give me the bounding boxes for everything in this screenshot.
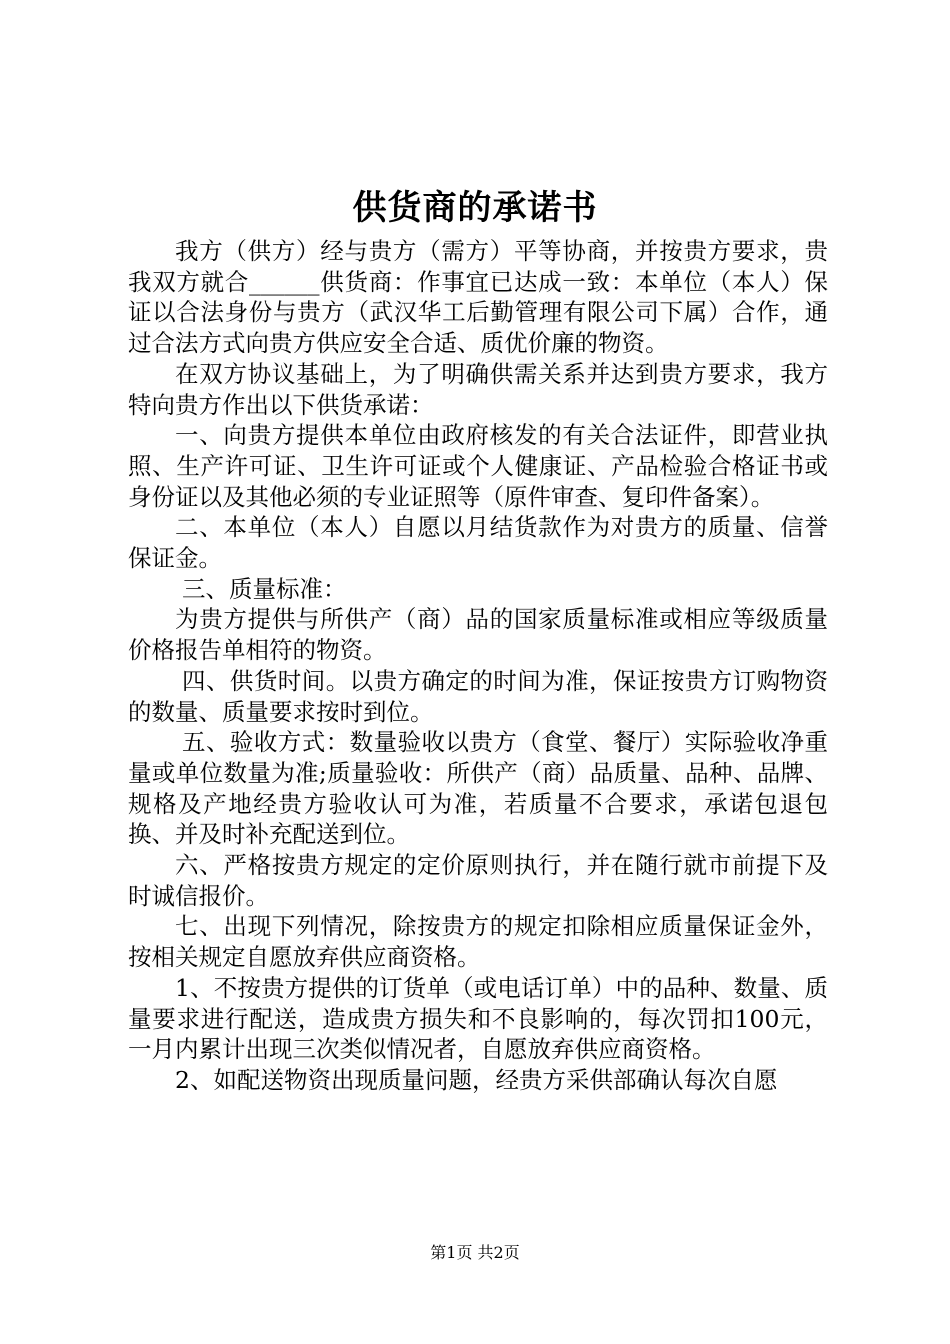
paragraph-sub-2: 2、如配送物资出现质量问题，经贵方采供部确认每次自愿 [175, 1065, 778, 1094]
paragraph-intro: 我方（供方）经与贵方（需方）平等协商，并按贵方要求，贵我双方就合______供货商：作事宜已达成一致：本单位（本人）保证以合法身份与贵方（武汉华工后勤管理有限公司下属）合作，通过合法方式向贵方供应安全合适、质优价廉的物资。 [128, 237, 828, 358]
document-title: 供货商的承诺书 [352, 188, 598, 228]
page-number: 第1页 共2页 [430, 1243, 520, 1262]
paragraph-item-6: 六、严格按贵方规定的定价原则执行，并在随行就市前提下及时诚信报价。 [128, 851, 828, 910]
paragraph-item-7: 七、出现下列情况，除按贵方的规定扣除相应质量保证金外，按相关规定自愿放弃供应商资格。 [128, 912, 828, 972]
paragraph-item-3-body: 为贵方提供与所供产（商）品的国家质量标准或相应等级质量价格报告单相符的物资。 [128, 605, 828, 665]
paragraph-basis: 在双方协议基础上，为了明确供需关系并达到贵方要求，我方特向贵方作出以下供货承诺： [128, 359, 828, 419]
paragraph-item-3-heading: 三、质量标准： [182, 574, 347, 603]
paragraph-item-4: 四、供货时间。以贵方确定的时间为准，保证按贵方订购物资的数量、质量要求按时到位。 [128, 666, 828, 726]
document-body [128, 236, 828, 1096]
paragraph-item-5: 五、验收方式：数量验收以贵方（食堂、餐厅）实际验收净重量或单位数量为准;质量验收：所供产（商）品质量、品种、品牌、规格及产地经贵方验收认可为准，若质量不合要求，承诺包退包换、并及时补充配送到位。 [128, 728, 828, 849]
paragraph-item-2: 二、本单位（本人）自愿以月结货款作为对贵方的质量、信誉保证金。 [128, 513, 828, 573]
paragraph-item-1: 一、向贵方提供本单位由政府核发的有关合法证件，即营业执照、生产许可证、卫生许可证或个人健康证、产品检验合格证书或身份证以及其他必须的专业证照等（原件审查、复印件备案）。 [128, 421, 828, 511]
paragraph-sub-1: 1、不按贵方提供的订货单（或电话订单）中的品种、数量、质量要求进行配送，造成贵方损失和不良影响的，每次罚扣100元，一月内累计出现三次类似情况者，自愿放弃供应商资格。 [128, 973, 828, 1064]
